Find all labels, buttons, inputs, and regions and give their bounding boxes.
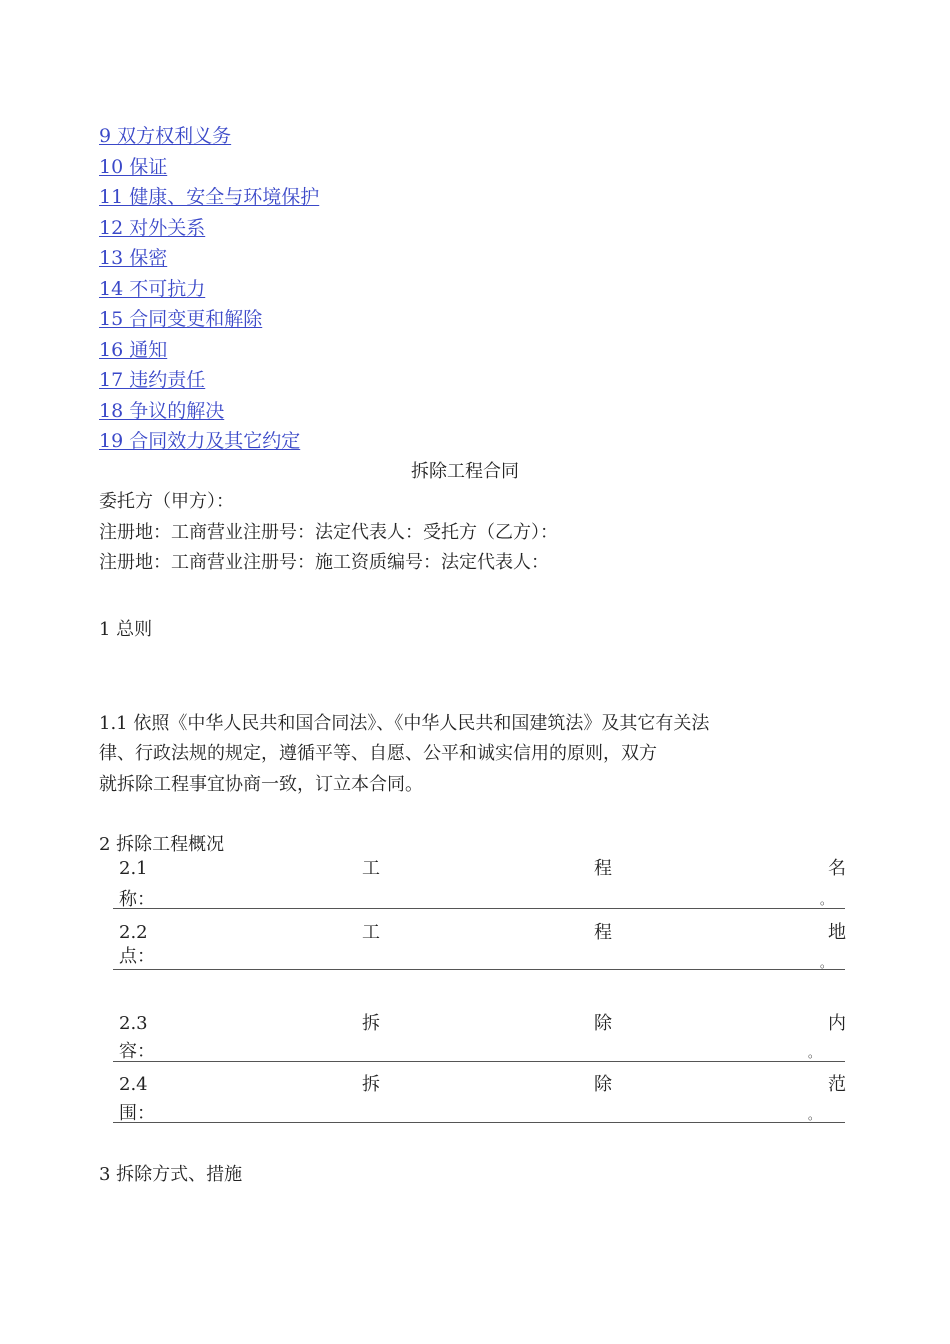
field-2-1-label-tail: 称：	[119, 889, 155, 910]
field-2-1-fill-line	[113, 908, 845, 909]
field-2-2-label-tail: 点：	[119, 946, 155, 967]
field-2-1-end-mark: 。	[820, 893, 833, 907]
field-2-4-char-2: 除	[594, 1074, 612, 1095]
field-2-4-fill-line	[113, 1122, 845, 1123]
party-info-line: 注册地：工商营业注册号：法定代表人：受托方（乙方）：	[99, 522, 558, 543]
field-2-4-label-tail: 围：	[119, 1103, 155, 1124]
field-2-1-char-2: 程	[594, 858, 612, 879]
field-2-4-number: 2.4	[119, 1074, 148, 1095]
toc-link-12[interactable]: 12 对外关系	[99, 217, 206, 239]
field-2-1-char-1: 工	[362, 858, 380, 879]
document-title: 拆除工程合同	[411, 461, 519, 482]
toc-link-15[interactable]: 15 合同变更和解除	[99, 308, 263, 330]
toc-link-19[interactable]: 19 合同效力及其它约定	[99, 430, 301, 452]
field-2-4-char-1: 拆	[362, 1074, 380, 1095]
field-2-2-char-2: 程	[594, 922, 612, 943]
toc-link-13[interactable]: 13 保密	[99, 247, 168, 269]
field-2-2-fill-line	[113, 969, 845, 970]
field-2-3-number: 2.3	[119, 1013, 148, 1034]
para-1-1-line-1: 1.1 依照《中华人民共和国合同法》、《中华人民共和国建筑法》及其它有关法	[99, 713, 710, 734]
field-2-4-char-3: 范	[828, 1074, 846, 1095]
toc-link-11[interactable]: 11 健康、安全与环境保护	[99, 186, 320, 208]
field-2-3-end-mark: 。	[808, 1046, 821, 1060]
para-1-1-line-3: 就拆除工程事宜协商一致，订立本合同。	[99, 774, 423, 795]
party-b-info-line: 注册地：工商营业注册号：施工资质编号：法定代表人：	[99, 552, 549, 573]
toc-link-17[interactable]: 17 违约责任	[99, 369, 206, 391]
section-1-heading: 1 总则	[99, 619, 153, 640]
toc-link-18[interactable]: 18 争议的解决	[99, 400, 225, 422]
toc-link-9[interactable]: 9 双方权利义务	[99, 125, 232, 147]
field-2-1-char-3: 名	[828, 858, 846, 879]
field-2-3-char-1: 拆	[362, 1013, 380, 1034]
party-a-line: 委托方（甲方）：	[99, 491, 234, 512]
toc-link-16[interactable]: 16 通知	[99, 339, 168, 361]
field-2-3-char-2: 除	[594, 1013, 612, 1034]
section-3-heading: 3 拆除方式、措施	[99, 1164, 243, 1185]
field-2-2-char-3: 地	[828, 922, 846, 943]
para-1-1-line-2: 律、行政法规的规定，遵循平等、自愿、公平和诚实信用的原则，双方	[99, 743, 657, 764]
field-2-2-end-mark: 。	[820, 956, 833, 970]
toc-link-10[interactable]: 10 保证	[99, 156, 168, 178]
field-2-3-char-3: 内	[828, 1013, 846, 1034]
field-2-2-number: 2.2	[119, 922, 148, 943]
field-2-2-char-1: 工	[362, 922, 380, 943]
field-2-1-number: 2.1	[119, 858, 148, 879]
field-2-4-end-mark: 。	[808, 1108, 821, 1122]
section-2-heading: 2 拆除工程概况	[99, 834, 225, 855]
toc-link-14[interactable]: 14 不可抗力	[99, 278, 206, 300]
field-2-3-label-tail: 容：	[119, 1041, 155, 1062]
field-2-3-fill-line	[113, 1061, 845, 1062]
